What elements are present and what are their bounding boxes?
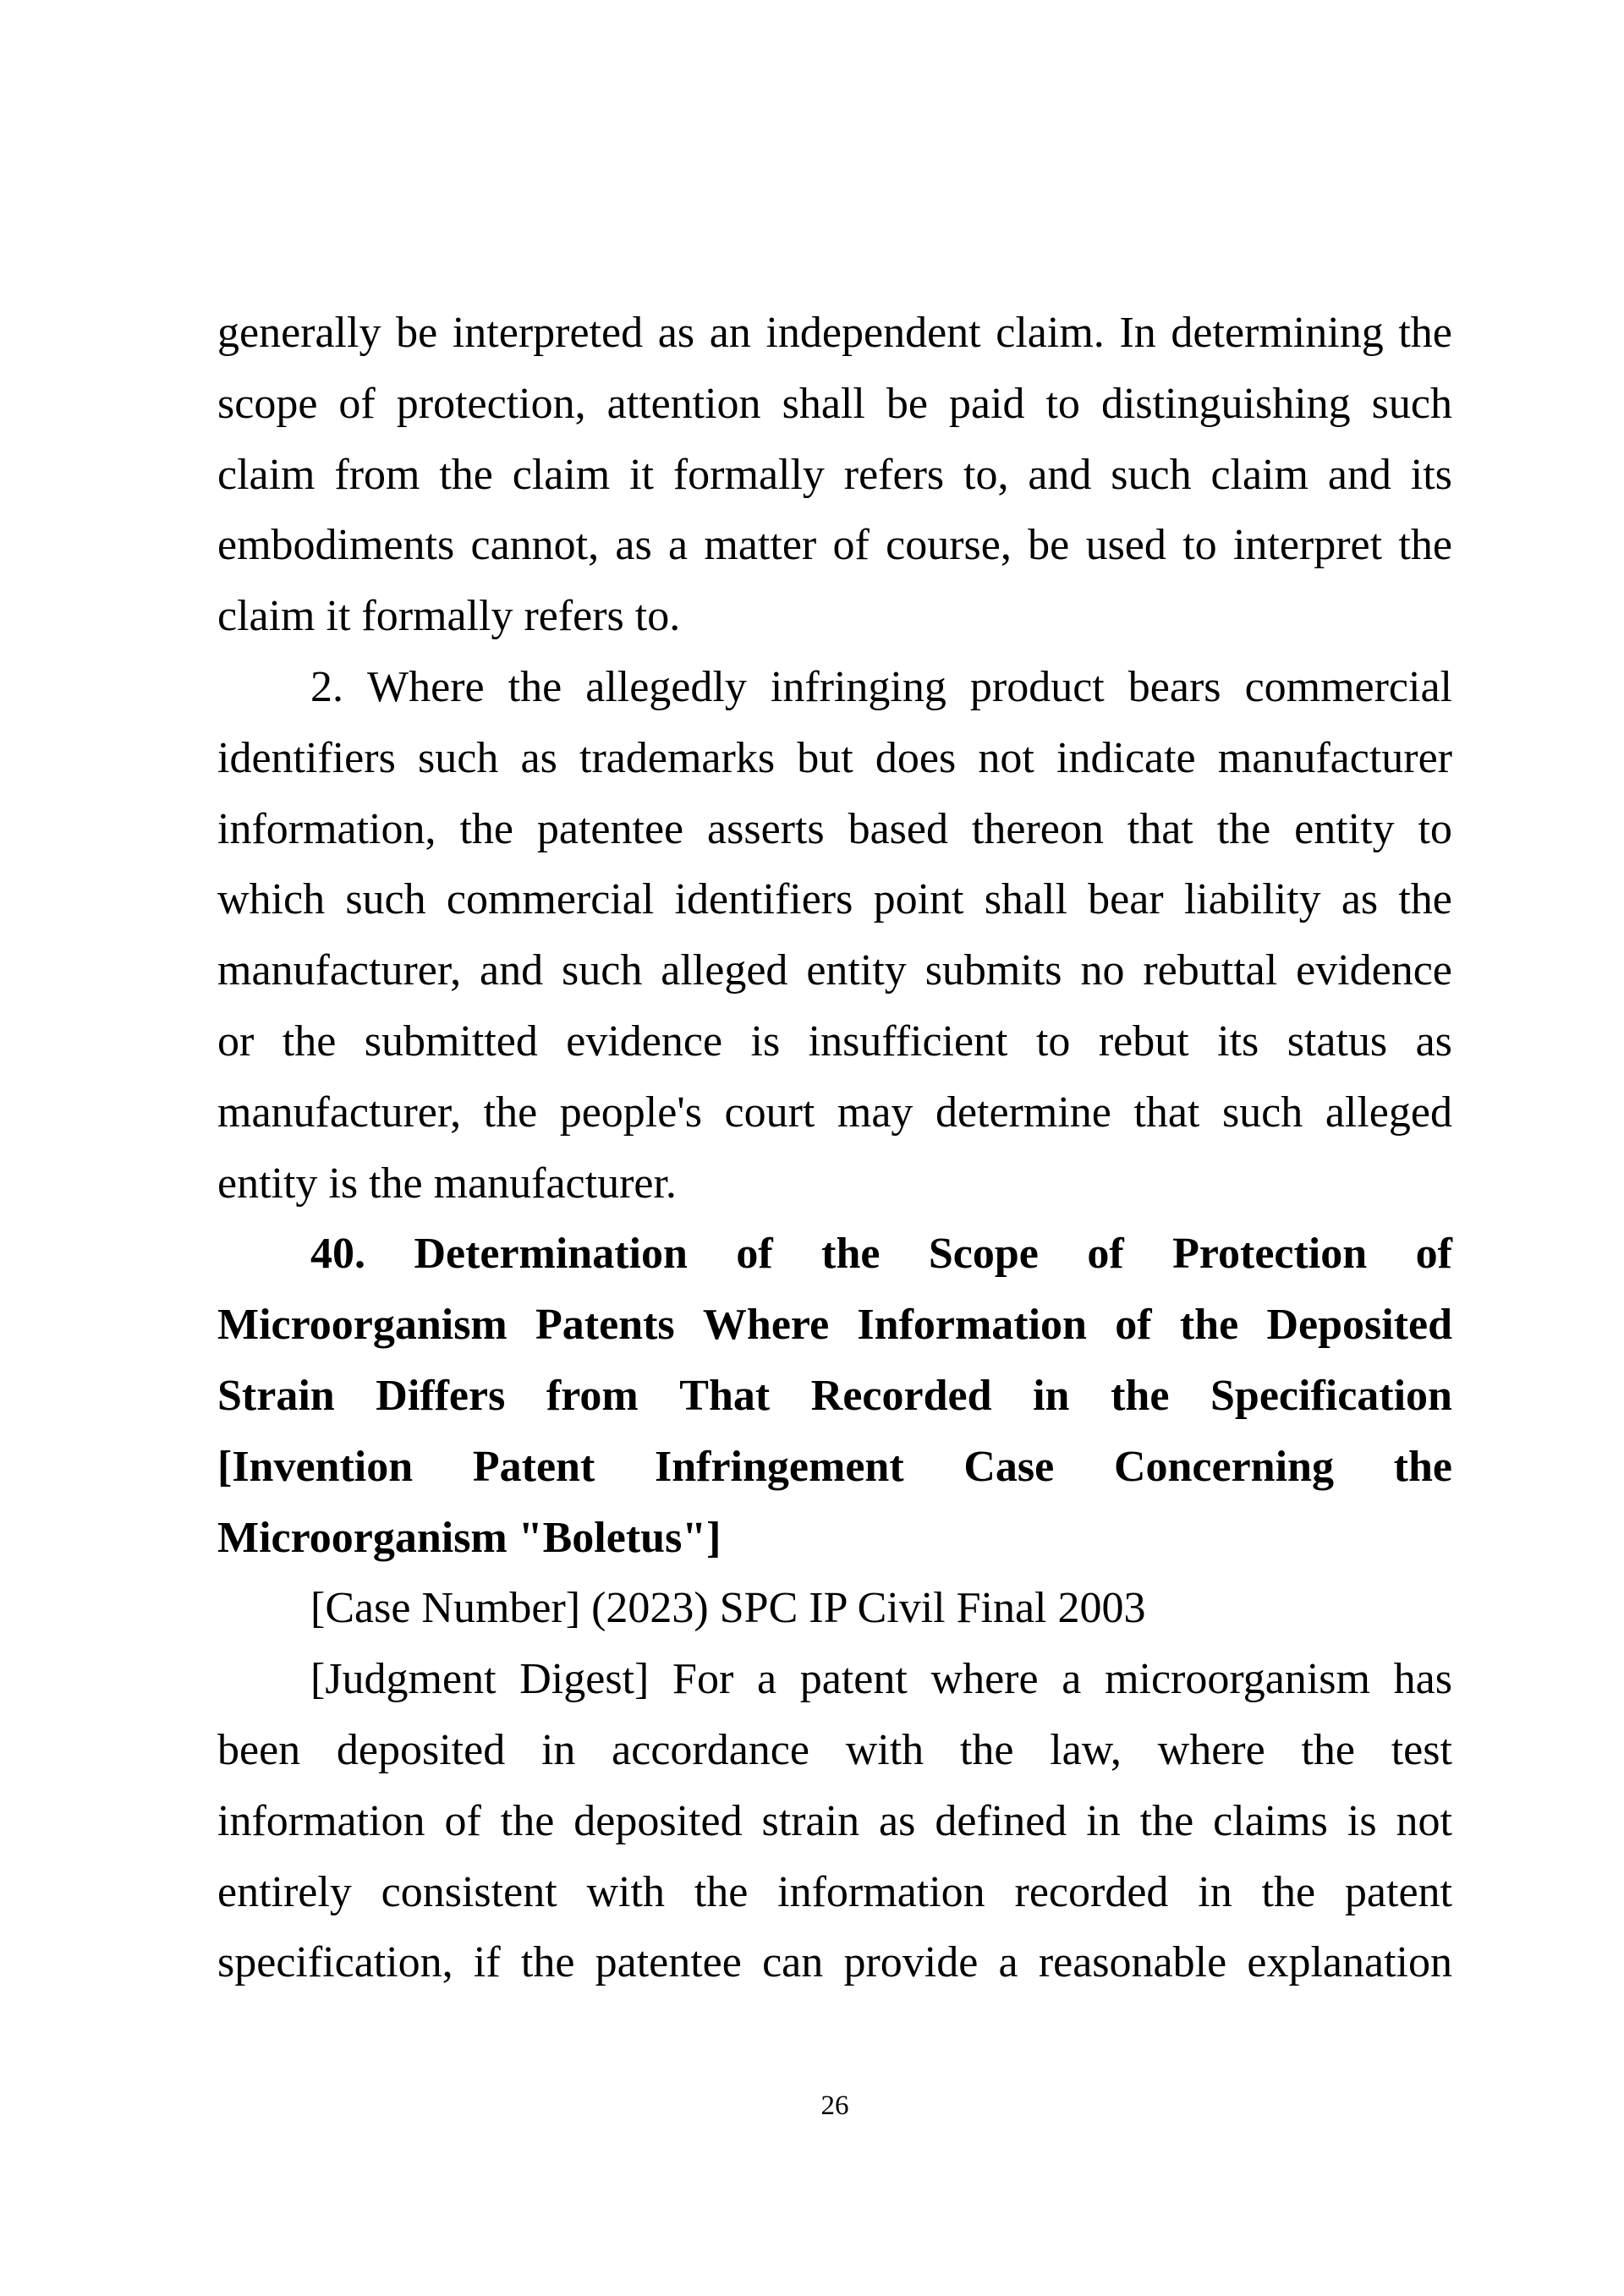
word: the	[1216, 804, 1271, 853]
text-line	[217, 1006, 1452, 1077]
word: as	[1341, 875, 1379, 924]
word: the	[500, 1796, 555, 1845]
word: of	[1115, 1301, 1152, 1350]
word: from	[546, 1371, 639, 1420]
word: as	[879, 1796, 916, 1845]
word: Patent	[472, 1442, 595, 1491]
word: deposited	[336, 1725, 506, 1774]
word: information	[777, 1867, 985, 1916]
word: alleged	[661, 946, 788, 995]
word: claim	[512, 450, 611, 499]
word: course,	[886, 521, 1012, 570]
word: such	[1221, 1088, 1303, 1137]
word: Infringement	[655, 1442, 904, 1491]
word: in	[540, 1725, 576, 1774]
word: its	[1410, 450, 1452, 499]
word: Concerning	[1113, 1442, 1334, 1491]
word: generally	[217, 309, 381, 357]
text-line	[217, 369, 1452, 440]
document-body	[217, 298, 1452, 1998]
word: with	[586, 1867, 665, 1916]
word: the	[282, 1016, 337, 1066]
word: recorded	[1014, 1867, 1169, 1916]
word: Specification	[1210, 1371, 1452, 1420]
word: claim.	[996, 309, 1105, 357]
word: cannot,	[470, 521, 600, 570]
word: a	[998, 1938, 1018, 1987]
word: formally	[672, 450, 825, 499]
word: in	[1086, 1796, 1121, 1845]
word: the	[1261, 1867, 1316, 1916]
word: of	[444, 1796, 481, 1845]
word: as	[520, 733, 557, 782]
word: as	[1415, 1016, 1452, 1066]
text-line: Microorganism "Boletus"]	[217, 1513, 721, 1562]
word: Strain	[217, 1371, 335, 1420]
word: trademarks	[579, 733, 776, 782]
word: Recorded	[810, 1371, 992, 1420]
word: Deposited	[1266, 1301, 1452, 1350]
word: the	[1398, 521, 1452, 570]
word: matter	[704, 521, 817, 570]
word: status	[1287, 1016, 1388, 1066]
word: law,	[1050, 1725, 1122, 1774]
word: the	[439, 450, 493, 499]
text-line	[217, 1290, 1452, 1361]
text-line	[217, 652, 1452, 723]
word: Case	[963, 1442, 1055, 1491]
word: the	[1179, 1301, 1239, 1350]
word: determine	[935, 1088, 1111, 1137]
text-line: entity is the manufacturer.	[217, 1159, 677, 1208]
text-line: [Case Number] (2023) SPC IP Civil Final 2003	[310, 1584, 1146, 1633]
word: an	[709, 309, 751, 357]
word: [Invention	[217, 1442, 414, 1491]
word: where	[1157, 1725, 1265, 1774]
word: bears	[1127, 662, 1221, 711]
word: in	[1198, 1867, 1232, 1916]
word: commercial	[446, 875, 655, 924]
word: shall	[782, 379, 865, 428]
word: the	[1111, 1371, 1170, 1420]
word: scope	[217, 379, 318, 428]
text-line	[217, 1361, 1452, 1432]
word: claim	[217, 450, 315, 499]
word: from	[334, 450, 420, 499]
text-line	[217, 1219, 1452, 1290]
word: as	[615, 521, 652, 570]
word: that	[1133, 1088, 1200, 1137]
word: the	[1393, 1442, 1452, 1491]
word: test	[1391, 1725, 1452, 1774]
word: Determination	[414, 1230, 688, 1279]
word: the	[1398, 309, 1452, 357]
word: submitted	[364, 1016, 538, 1066]
word: in	[1033, 1371, 1070, 1420]
word: Patents	[535, 1301, 675, 1350]
word: manufacturer	[1217, 733, 1452, 782]
word: does	[875, 733, 957, 782]
word: interpreted	[452, 309, 644, 357]
word: infringing	[770, 662, 946, 711]
word: rebut	[1098, 1016, 1189, 1066]
text-line	[217, 1432, 1452, 1503]
word: the	[821, 1230, 881, 1279]
word: Digest]	[519, 1655, 650, 1704]
text-line	[217, 298, 1452, 369]
text-line	[217, 1786, 1452, 1857]
word: it	[629, 450, 654, 499]
word: to,	[963, 450, 1009, 499]
word: Information	[857, 1301, 1087, 1350]
word: such	[1111, 450, 1192, 499]
word: the	[1398, 875, 1452, 924]
word: the	[508, 662, 562, 711]
word: distinguishing	[1100, 379, 1351, 428]
word: In	[1119, 309, 1156, 357]
word: liability	[1183, 875, 1321, 924]
word: no	[1080, 946, 1125, 995]
word: thereon	[971, 804, 1104, 853]
word: may	[837, 1088, 914, 1137]
word: Differs	[376, 1371, 506, 1420]
word: entity	[806, 946, 907, 995]
word: not	[1396, 1796, 1452, 1845]
word: the	[520, 1938, 575, 1987]
word: point	[873, 875, 964, 924]
word: determining	[1171, 309, 1384, 357]
word: that	[1127, 804, 1193, 853]
word: can	[762, 1938, 824, 1987]
text-line	[217, 1644, 1452, 1715]
word: Scope	[928, 1230, 1039, 1279]
word: patent	[799, 1655, 908, 1704]
word: provide	[843, 1938, 979, 1987]
word: with	[845, 1725, 924, 1774]
word: court	[724, 1088, 815, 1137]
word: of	[1087, 1230, 1124, 1279]
word: consistent	[381, 1867, 557, 1916]
word: Where	[367, 662, 485, 711]
word: product	[969, 662, 1105, 711]
text-line	[217, 1857, 1452, 1928]
text-line: claim it formally refers to.	[217, 592, 681, 641]
word: commercial	[1244, 662, 1452, 711]
word: explanation	[1247, 1938, 1452, 1987]
text-line	[217, 440, 1452, 511]
word: deposited	[573, 1796, 743, 1845]
word: evidence	[566, 1016, 723, 1066]
word: to	[1035, 1016, 1071, 1066]
word: specification,	[217, 1938, 453, 1987]
word: accordance	[612, 1725, 809, 1774]
word: based	[848, 804, 948, 853]
word: the	[959, 1725, 1014, 1774]
word: insufficient	[808, 1016, 1008, 1066]
word: Where	[702, 1301, 830, 1350]
word: or	[217, 1016, 255, 1066]
word: defined	[935, 1796, 1067, 1845]
word: submits	[924, 946, 1062, 995]
word: patentee	[536, 804, 684, 853]
word: to	[1182, 521, 1217, 570]
word: interpret	[1232, 521, 1383, 570]
word: information,	[217, 804, 436, 853]
text-line	[217, 1927, 1452, 1998]
word: where	[930, 1655, 1039, 1704]
word: its	[1217, 1016, 1259, 1066]
word: 2.	[310, 662, 343, 711]
word: a	[756, 1655, 777, 1704]
word: and	[1327, 450, 1391, 499]
text-line	[217, 864, 1452, 935]
word: been	[217, 1725, 301, 1774]
word: to	[1045, 379, 1080, 428]
word: of	[832, 521, 870, 570]
word: the	[1301, 1725, 1355, 1774]
word: 40.	[310, 1230, 365, 1279]
word: be	[1028, 521, 1070, 570]
word: evidence	[1296, 946, 1452, 995]
word: indicate	[1056, 733, 1196, 782]
word: the	[1139, 1796, 1194, 1845]
word: paid	[948, 379, 1025, 428]
word: patent	[1344, 1867, 1452, 1916]
word: such	[418, 733, 499, 782]
word: used	[1085, 521, 1166, 570]
word: claims	[1213, 1796, 1328, 1845]
word: asserts	[707, 804, 825, 853]
word: Microorganism	[217, 1301, 508, 1350]
text-line	[217, 1077, 1452, 1148]
word: Protection	[1172, 1230, 1368, 1279]
word: refers	[843, 450, 945, 499]
word: to	[1418, 804, 1452, 853]
word: manufacturer,	[217, 1088, 462, 1137]
word: not	[978, 733, 1034, 782]
word: and	[1028, 450, 1092, 499]
word: For	[672, 1655, 734, 1704]
word: That	[679, 1371, 771, 1420]
word: but	[797, 733, 853, 782]
word: microorganism	[1105, 1655, 1370, 1704]
word: alleged	[1325, 1088, 1452, 1137]
word: such	[562, 946, 643, 995]
word: bear	[1088, 875, 1164, 924]
word: identifiers	[674, 875, 853, 924]
word: allegedly	[585, 662, 747, 711]
word: patentee	[595, 1938, 742, 1987]
word: [Judgment	[310, 1655, 497, 1704]
word: and	[480, 946, 544, 995]
text-line	[217, 510, 1452, 581]
text-line	[217, 794, 1452, 865]
word: identifiers	[217, 733, 396, 782]
word: such	[345, 875, 426, 924]
word: claim	[1210, 450, 1309, 499]
word: be	[396, 309, 438, 357]
word: which	[217, 875, 326, 924]
word: of	[338, 379, 376, 428]
word: embodiments	[217, 521, 455, 570]
word: shall	[984, 875, 1067, 924]
word: of	[736, 1230, 773, 1279]
word: a	[1062, 1655, 1082, 1704]
word: entity	[1294, 804, 1395, 853]
text-line	[217, 1715, 1452, 1786]
text-line	[217, 935, 1452, 1006]
word: is	[750, 1016, 781, 1066]
word: the	[694, 1867, 749, 1916]
word: is	[1347, 1796, 1377, 1845]
word: people's	[559, 1088, 702, 1137]
word: the	[483, 1088, 538, 1137]
page-number: 26	[820, 2091, 849, 2121]
word: rebuttal	[1143, 946, 1278, 995]
word: information	[217, 1796, 425, 1845]
word: manufacturer,	[217, 946, 462, 995]
word: such	[1371, 379, 1452, 428]
word: of	[1415, 1230, 1452, 1279]
word: independent	[765, 309, 981, 357]
word: if	[473, 1938, 501, 1987]
word: reasonable	[1038, 1938, 1227, 1987]
word: protection,	[396, 379, 586, 428]
word: entirely	[217, 1867, 352, 1916]
text-line	[217, 723, 1452, 794]
word: has	[1393, 1655, 1452, 1704]
word: as	[657, 309, 695, 357]
word: attention	[606, 379, 761, 428]
word: be	[886, 379, 928, 428]
word: strain	[761, 1796, 860, 1845]
word: a	[668, 521, 689, 570]
word: the	[459, 804, 513, 853]
